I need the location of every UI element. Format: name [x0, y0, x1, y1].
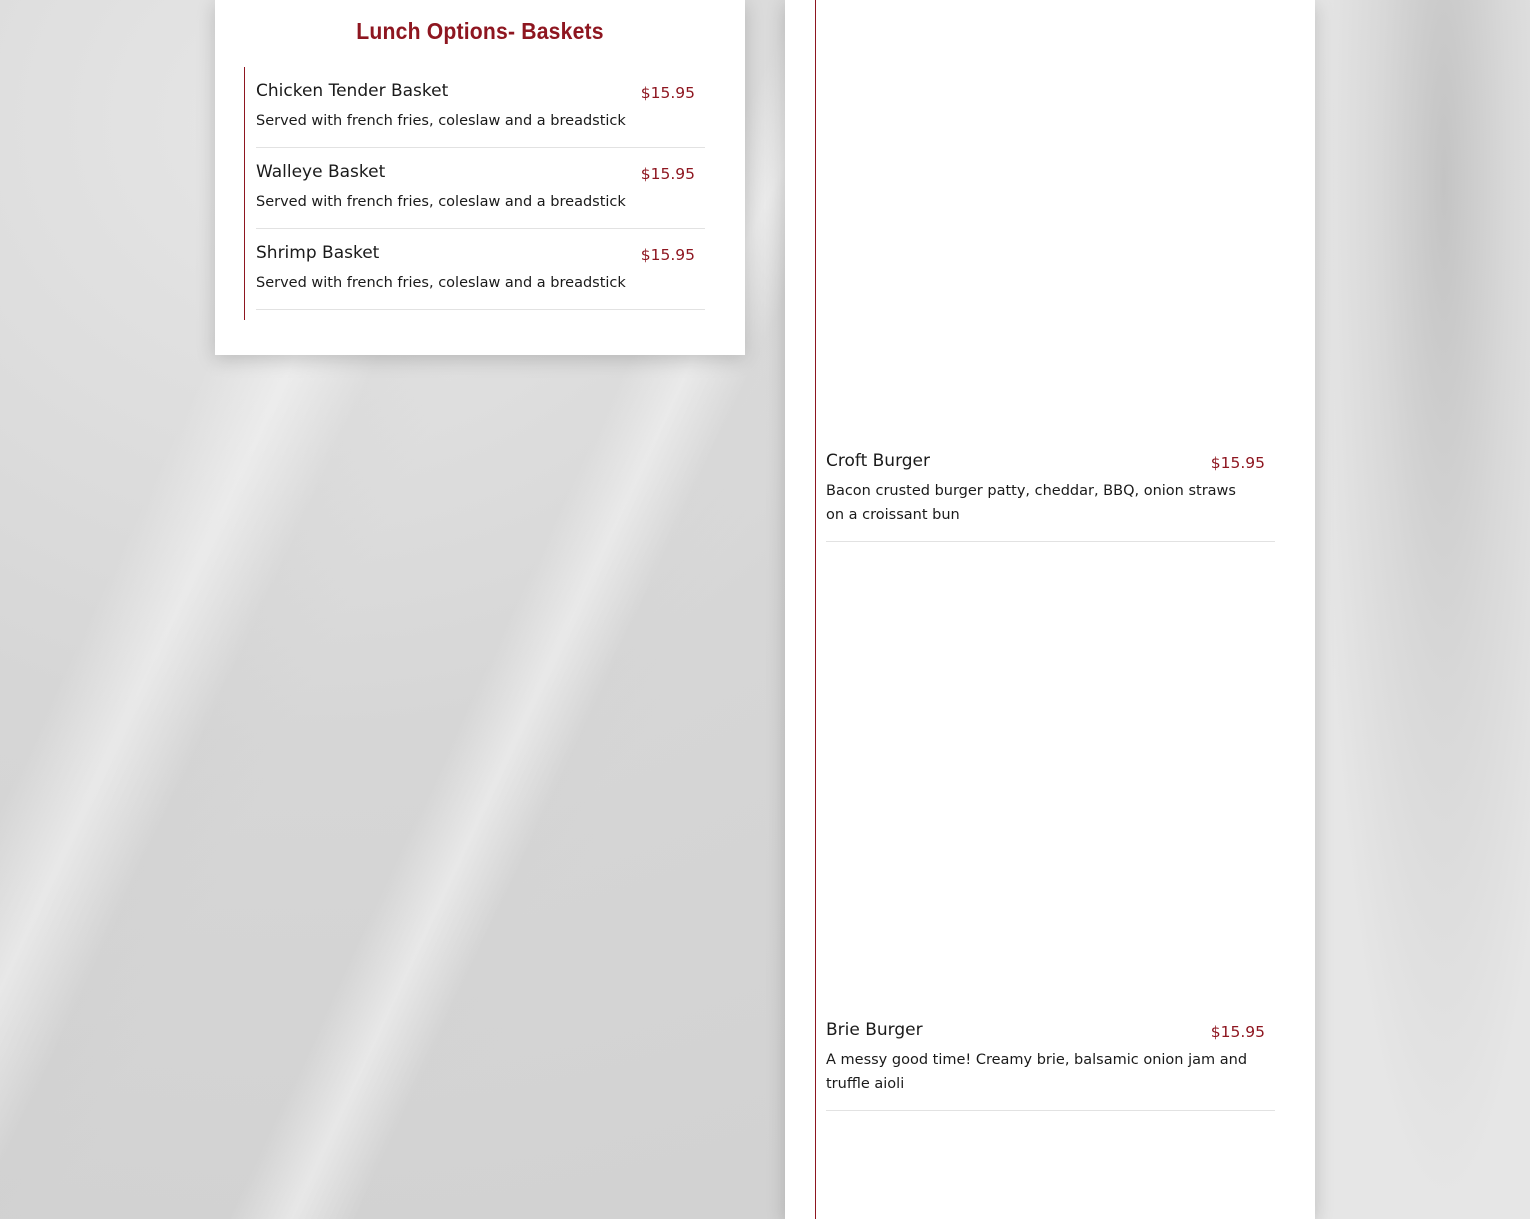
menu-item-price: $15.95 — [1210, 1023, 1265, 1041]
menu-item-name: Chicken Tender Basket — [256, 81, 449, 101]
menu-item-name: Croft Burger — [826, 451, 931, 471]
menu-item — [256, 81, 705, 148]
page-background-right — [1315, 0, 1530, 1219]
menu-item-name: Walleye Basket — [256, 162, 386, 182]
menu-item-description: Served with french fries, coleslaw and a breadstick — [256, 113, 626, 129]
menu-item-description: A messy good time! Creamy brie, balsamic onion jam and truffle aioli — [826, 1052, 1248, 1092]
menu-item-price: $15.95 — [640, 165, 695, 183]
menu-item-description: Served with french fries, coleslaw and a breadstick — [256, 194, 626, 210]
menu-item-description: Served with french fries, coleslaw and a breadstick — [256, 275, 626, 291]
menu-item-price: $15.95 — [640, 246, 695, 264]
menu-item — [826, 451, 1275, 542]
menu-item — [256, 243, 705, 310]
accent-rule — [244, 67, 245, 320]
menu-item — [826, 1020, 1275, 1111]
baskets-menu-card — [215, 0, 745, 355]
menu-item-price: $15.95 — [1210, 454, 1265, 472]
burgers-menu-card — [785, 0, 1315, 1219]
menu-item — [256, 162, 705, 229]
menu-item-price: $15.95 — [640, 84, 695, 102]
menu-item-name: Shrimp Basket — [256, 243, 380, 263]
menu-item-name: Brie Burger — [826, 1020, 923, 1040]
section-title: Lunch Options- Baskets — [356, 18, 604, 44]
menu-item-description: Bacon crusted burger patty, cheddar, BBQ, onion straws on a croissant bun — [826, 483, 1236, 523]
accent-rule — [815, 0, 816, 1219]
